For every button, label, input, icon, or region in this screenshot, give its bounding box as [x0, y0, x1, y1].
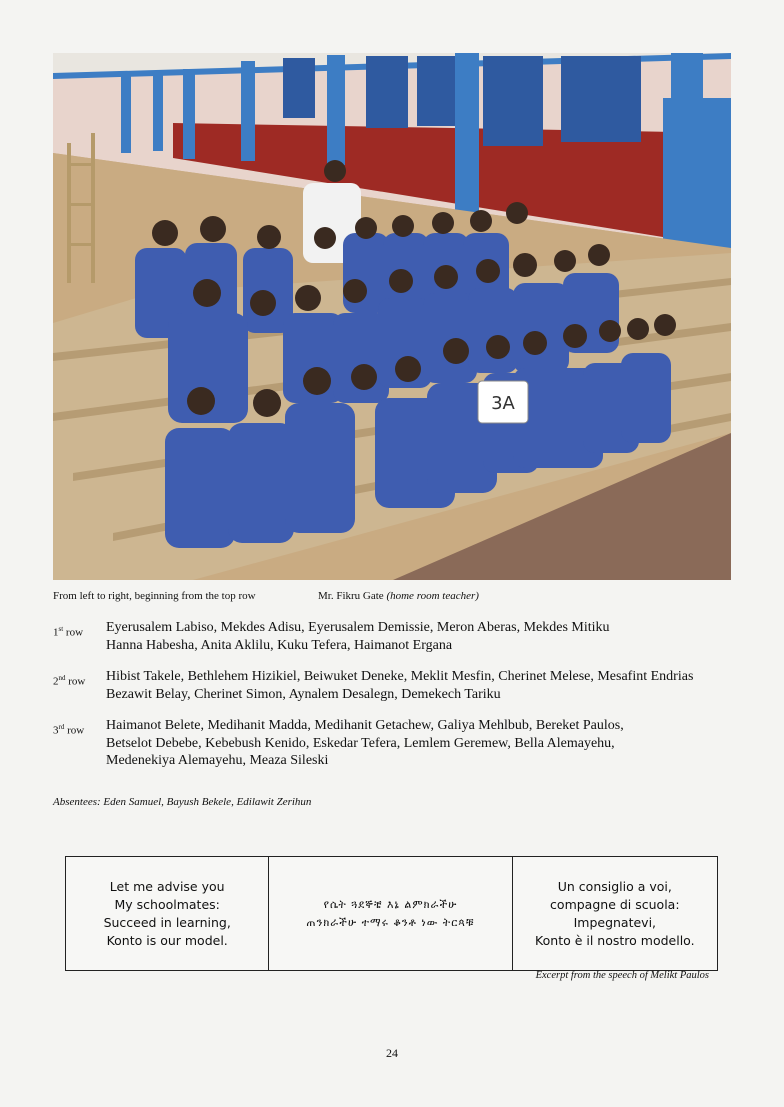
teacher-name: Mr. Fikru Gate: [318, 590, 384, 602]
row-3-names: Haimanot Belete, Medihanit Madda, Medihanit Getachew, Galiya Mehlbub, Bereket Paulos, Betselot Debebe, Kebebush Kenido, Eskedar Tefera, Lemlem Geremew, Bella Alemayehu, Medenekiya Alemayehu, Meaza Sileski: [106, 718, 624, 768]
quote-amharic-cell: [268, 857, 511, 970]
row-1-label: 1st row: [53, 625, 84, 639]
quote-italian-cell: [512, 857, 717, 970]
teacher-caption: [318, 590, 479, 602]
row-3: [53, 717, 743, 770]
quote-table: [65, 856, 718, 971]
excerpt-credit: Excerpt from the speech of Melikt Paulos: [535, 970, 709, 981]
row-1: [53, 619, 743, 654]
class-sign-text: 3A: [491, 393, 515, 414]
photo-caption: From left to right, beginning from the top row: [53, 590, 256, 602]
row-1-names: Eyerusalem Labiso, Mekdes Adisu, Eyerusalem Demissie, Meron Aberas, Mekdes Mitiku Hanna Habesha, Anita Aklilu, Kuku Tefera, Haimanot Ergana: [106, 620, 610, 653]
row-2-label: 2nd row: [53, 674, 86, 688]
quote-amharic: የሴት ጓደኞቼ እኔ ልምክራችሁ ጠንክራችሁ ተማሩ ቆንቶ ነው ትርጳቹ: [306, 897, 475, 929]
row-2: [53, 668, 743, 703]
page-number: 24: [386, 1046, 398, 1060]
teacher-role: (home room teacher): [386, 590, 479, 602]
row-3-label: 3rd row: [53, 723, 85, 737]
absentees-line: Absentees: Eden Samuel, Bayush Bekele, Edilawit Zerihun: [53, 796, 312, 808]
class-photo: [53, 53, 731, 580]
row-2-names: Hibist Takele, Bethlehem Hizikiel, Beiwuket Deneke, Meklit Mesfin, Cherinet Melese, Mesafint Endrias Bezawit Belay, Cherinet Simon, Aynalem Desalegn, Demekech Tariku: [106, 669, 694, 702]
quote-italian: Un consiglio a voi, compagne di scuola: Impegnatevi, Konto è il nostro modello.: [535, 878, 695, 948]
quote-english-cell: [66, 857, 268, 970]
quote-english: Let me advise you My schoolmates: Succeed in learning, Konto is our model.: [103, 878, 231, 948]
class-photo-illustration: [53, 53, 731, 580]
student-rows: [53, 619, 743, 784]
